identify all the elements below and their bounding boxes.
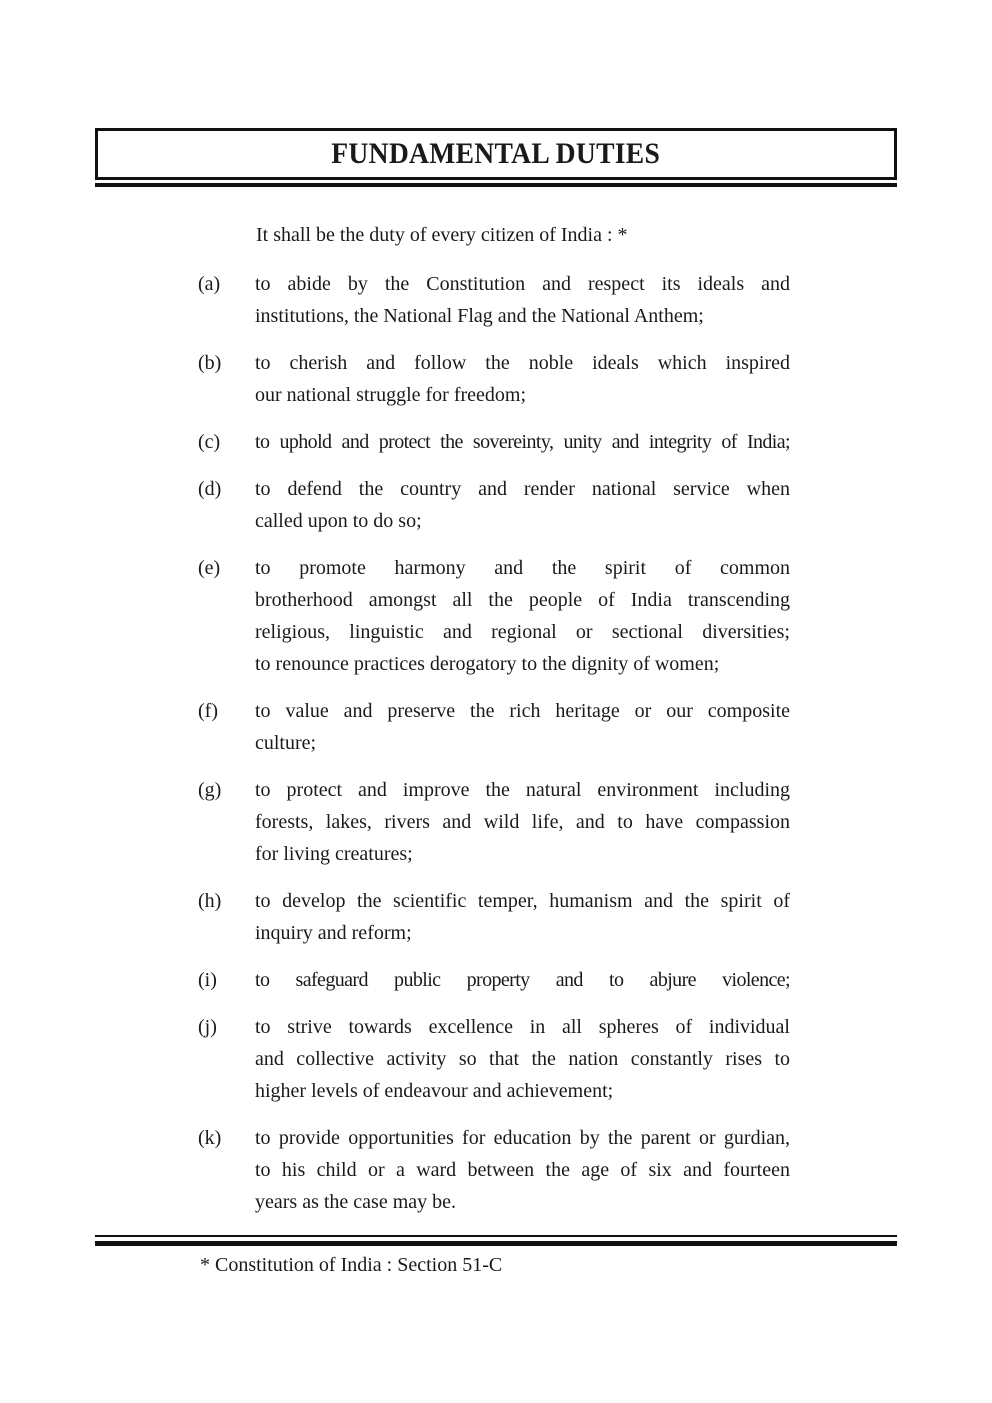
list-item (198, 426, 790, 458)
item-line: forests, lakes, rivers and wild life, and to have compassion (255, 811, 790, 833)
title-underline (95, 183, 897, 187)
item-label: (c) (198, 431, 221, 453)
item-text (255, 473, 790, 537)
item-line: called upon to do so; (255, 510, 422, 532)
item-text (255, 426, 790, 458)
item-line: to value and preserve the rich heritage or our composite (255, 700, 790, 722)
list-item (198, 347, 790, 411)
item-label: (b) (198, 352, 222, 374)
title-box (95, 128, 897, 180)
item-label: (d) (198, 478, 222, 500)
item-label: (g) (198, 779, 222, 801)
item-line: for living creatures; (255, 843, 413, 865)
item-line: religious, linguistic and regional or sectional diversities; (255, 621, 790, 643)
item-line: to abide by the Constitution and respect its ideals and (255, 273, 790, 295)
item-line: and collective activity so that the nation constantly rises to (255, 1048, 790, 1070)
list-item (198, 695, 790, 759)
item-label: (h) (198, 890, 222, 912)
item-line: to develop the scientific temper, humanism and the spirit of (255, 890, 790, 912)
item-label: (i) (198, 969, 217, 991)
item-text (255, 695, 790, 759)
item-line: to strive towards excellence in all spheres of individual (255, 1016, 790, 1038)
item-label: (k) (198, 1127, 222, 1149)
item-label: (a) (198, 273, 221, 295)
intro-text: It shall be the duty of every citizen of India : * (256, 224, 628, 246)
item-line: to provide opportunities for education by the parent or gurdian, (255, 1127, 790, 1149)
item-text (255, 347, 790, 411)
item-line: to defend the country and render national service when (255, 478, 790, 500)
item-line: inquiry and reform; (255, 922, 412, 944)
item-line: culture; (255, 732, 317, 754)
page-title: FUNDAMENTAL DUTIES (331, 137, 661, 170)
list-item (198, 552, 790, 680)
item-text (255, 885, 790, 949)
item-line: to promote harmony and the spirit of common (255, 557, 790, 579)
item-line: to cherish and follow the noble ideals which inspired (255, 352, 790, 374)
item-text (255, 774, 790, 870)
item-line: years as the case may be. (255, 1191, 457, 1213)
list-item (198, 1122, 790, 1218)
item-label: (e) (198, 557, 221, 579)
item-text (255, 964, 790, 996)
item-line: to uphold and protect the sovereinty, unity and integrity of India; (255, 431, 790, 453)
list-item (198, 774, 790, 870)
item-line: institutions, the National Flag and the National Anthem; (255, 305, 704, 327)
list-item (198, 885, 790, 949)
item-line: to renounce practices derogatory to the dignity of women; (255, 653, 720, 675)
duties-list (198, 268, 790, 1233)
footnote: * Constitution of India : Section 51-C (200, 1254, 503, 1276)
list-item (198, 964, 790, 996)
item-text (255, 1011, 790, 1107)
footer-rule-thin (95, 1235, 897, 1237)
item-line: to his child or a ward between the age of six and fourteen (255, 1159, 790, 1181)
list-item (198, 268, 790, 332)
item-line: to safeguard public property and to abjure violence; (255, 969, 790, 991)
item-line: to protect and improve the natural environment including (255, 779, 790, 801)
list-item (198, 473, 790, 537)
footer-rule-thick (95, 1241, 897, 1246)
item-text (255, 1122, 790, 1218)
item-text (255, 268, 790, 332)
item-line: higher levels of endeavour and achievement; (255, 1080, 614, 1102)
item-line: our national struggle for freedom; (255, 384, 527, 406)
list-item (198, 1011, 790, 1107)
item-line: brotherhood amongst all the people of India transcending (255, 589, 790, 611)
item-label: (f) (198, 700, 218, 722)
item-label: (j) (198, 1016, 217, 1038)
item-text (255, 552, 790, 680)
